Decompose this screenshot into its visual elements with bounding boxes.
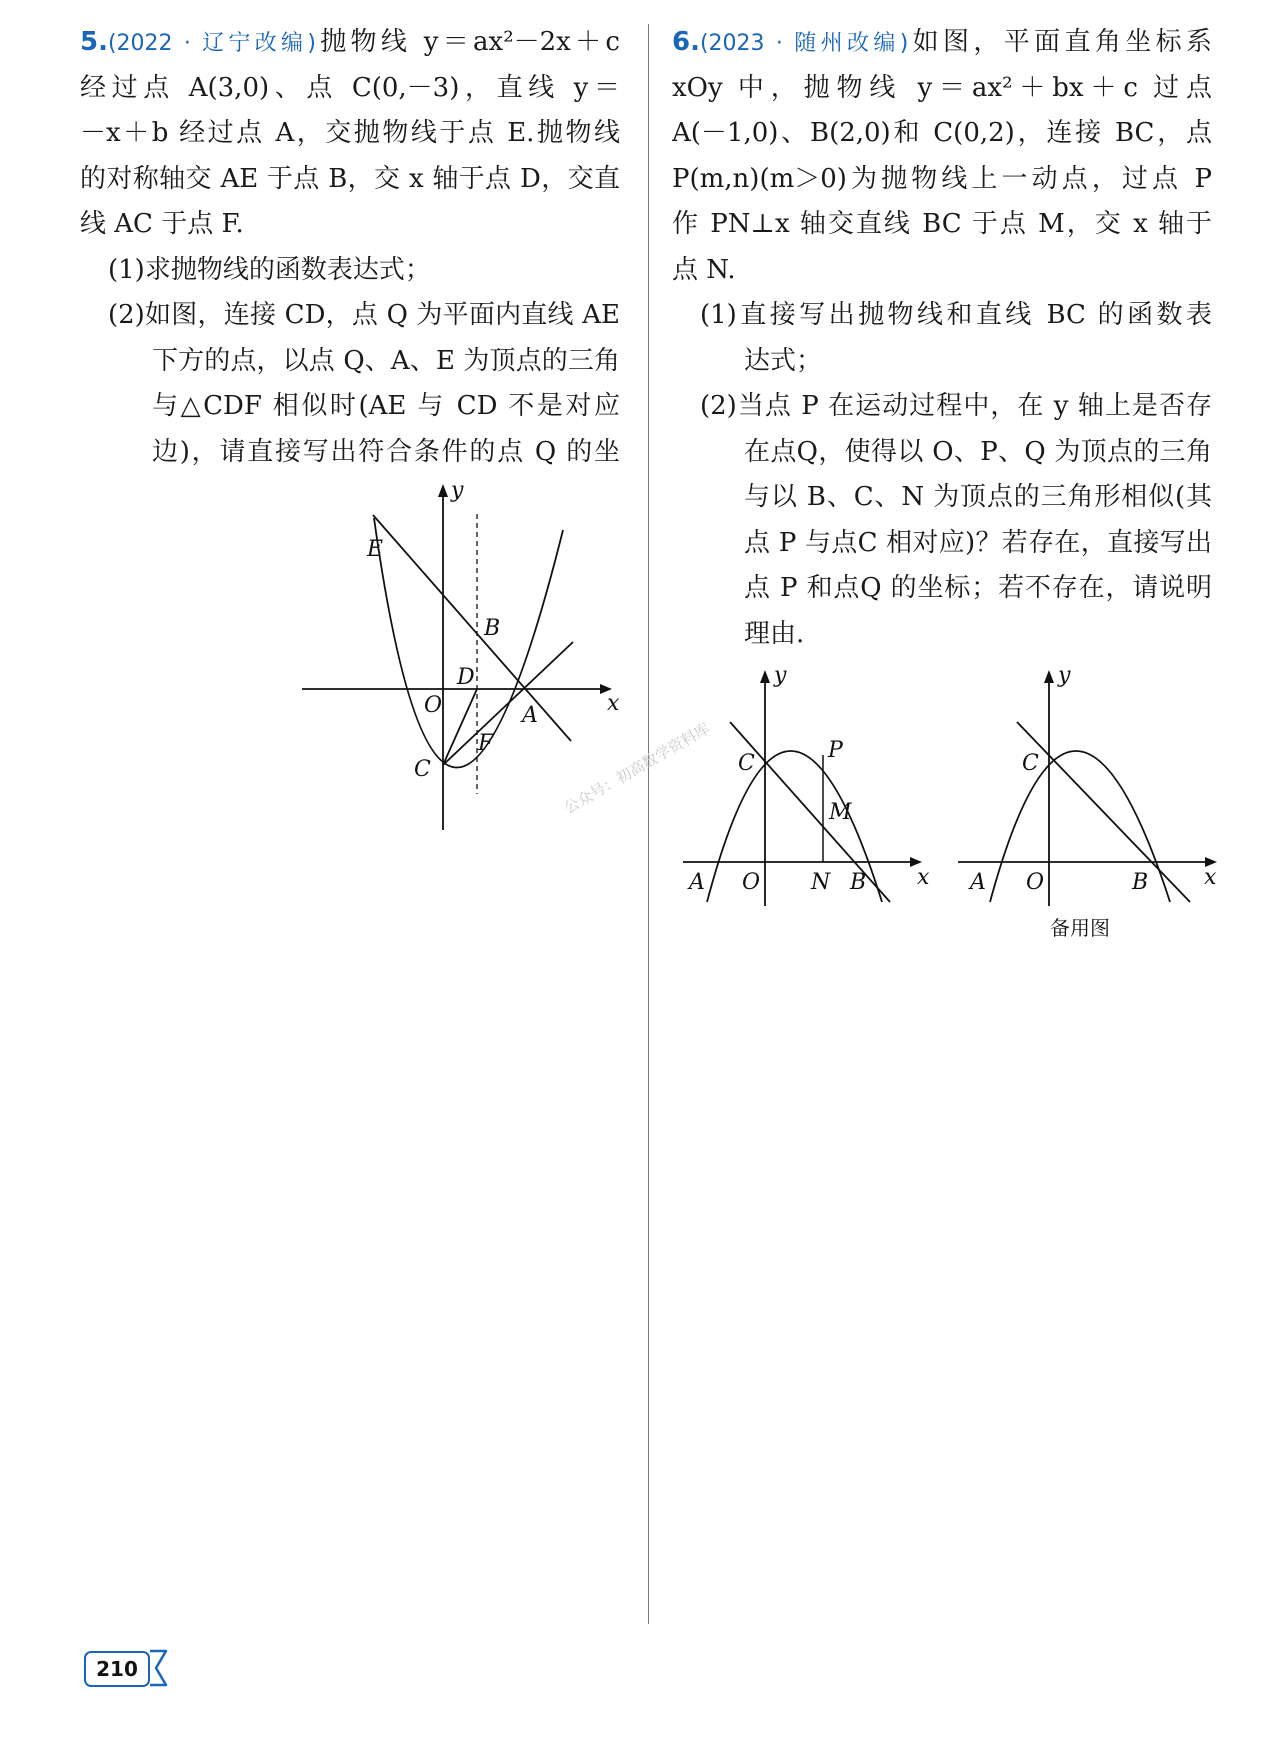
problem-6-part-2-line-5: 点 P 和点Q 的坐标；若不存在，请说明 xyxy=(744,573,1212,603)
fig5-label-y: y xyxy=(451,478,464,503)
problem-6 xyxy=(672,20,1212,657)
fig6a-y-arrow xyxy=(760,670,770,683)
problem-6-line-3: A(－1,0)、B(2,0)和 C(0,2)，连接 BC，点 xyxy=(672,118,1212,148)
page-number: 210 xyxy=(84,1651,150,1687)
fig5-y-arrow xyxy=(438,484,448,497)
fig5-label-b: B xyxy=(484,616,501,641)
problem-5 xyxy=(80,20,620,475)
watermark: 公众号：初高数学资料库 xyxy=(561,719,713,818)
problem-5-part-2-line-1: (2)如图，连接 CD，点 Q 为平面内直线 AE xyxy=(108,300,620,330)
fig5-segment-cd xyxy=(443,689,477,765)
problem-6-part-2-line-2: 在点Q，使得以 O、P、Q 为顶点的三角 xyxy=(744,436,1212,467)
problem-6-line-4: P(m,n)(m＞0)为抛物线上一动点，过点 P xyxy=(672,163,1212,194)
fig5-line-ae xyxy=(373,515,571,741)
problem-6-text-1: 如图，平面直角坐标系 xyxy=(908,27,1212,57)
fig6a-label-o: O xyxy=(742,870,761,895)
problem-6-part-1-line-1: (1)直接写出抛物线和直线 BC 的函数表 xyxy=(700,300,1212,330)
problem-6-line-1 xyxy=(672,20,1212,66)
page-tab-icon xyxy=(148,1649,170,1687)
fig6b-caption: 备用图 xyxy=(1050,916,1110,940)
problem-5-part-2-line-3: 与△CDF 相似时(AE 与 CD 不是对应 xyxy=(152,391,620,421)
fig6b-label-o: O xyxy=(1026,870,1045,895)
problem-6-number: 6. xyxy=(672,27,700,57)
fig5-label-o: O xyxy=(424,693,443,718)
problem-6-part-2-line-6: 理由. xyxy=(744,618,805,649)
problem-5-number: 5. xyxy=(80,27,108,57)
problem-5-source: (2022 · 辽宁改编) xyxy=(107,31,316,56)
fig6a-label-m: M xyxy=(829,800,852,825)
problem-5-line-1 xyxy=(80,20,620,66)
problem-6-line-5: 作 PN⊥x 轴交直线 BC 于点 M，交 x 轴于 xyxy=(672,209,1212,239)
fig5-label-e: E xyxy=(367,537,384,562)
problem-5-line-5: 线 AC 于点 F. xyxy=(80,209,244,239)
fig6b-label-x: x xyxy=(1204,865,1217,890)
problem-5-line-4: 的对称轴交 AE 于点 B，交 x 轴于点 D，交直 xyxy=(80,163,620,194)
fig6b-label-c: C xyxy=(1022,751,1039,776)
fig5-label-f: F xyxy=(478,731,494,756)
column-divider xyxy=(648,24,649,1624)
problem-6-part-2-line-4: 点 P 与点C 相对应)？若存在，直接写出 xyxy=(744,527,1212,558)
fig5-label-a: A xyxy=(522,703,538,728)
problem-5-line-2: 经过点 A(3,0)、点 C(0,－3)，直线 y＝ xyxy=(80,72,620,103)
fig6a-label-b: B xyxy=(850,870,867,895)
problem-5-part-2-line-4: 边)，请直接写出符合条件的点 Q 的坐 xyxy=(152,436,620,467)
problem-5-part-1: (1)求抛物线的函数表达式； xyxy=(108,254,431,285)
problem-6-source: (2023 · 随州改编) xyxy=(699,31,909,56)
problem-5-text-1: 抛物线 y＝ax²－2x＋c xyxy=(315,27,620,57)
problem-5-part-2-line-2: 下方的点，以点 Q、A、E 为顶点的三角 xyxy=(152,345,620,376)
fig6a-label-x: x xyxy=(917,865,930,890)
problem-6-part-1-line-2: 达式； xyxy=(744,345,823,376)
fig6a-label-a: A xyxy=(689,870,705,895)
fig6a-label-c: C xyxy=(738,751,755,776)
fig6b-label-a: A xyxy=(970,870,986,895)
fig5-parabola xyxy=(374,518,563,768)
problem-5-line-3: －x＋b 经过点 A，交抛物线于点 E.抛物线 xyxy=(80,118,620,148)
problem-6-line-2: xOy 中，抛物线 y＝ax²＋bx＋c 过点 xyxy=(672,72,1212,103)
fig6a-label-n: N xyxy=(811,870,831,895)
fig6b-label-b: B xyxy=(1132,870,1149,895)
fig5-label-d: D xyxy=(457,665,475,690)
fig5-line-ac xyxy=(443,642,573,765)
fig6b-label-y: y xyxy=(1058,663,1071,688)
problem-5-figure xyxy=(290,470,630,840)
problem-6-figure-2 xyxy=(950,655,1230,955)
fig6b-y-arrow xyxy=(1044,670,1054,683)
fig5-label-x: x xyxy=(607,691,620,716)
fig6a-label-p: P xyxy=(828,738,843,763)
fig5-label-c: C xyxy=(414,757,431,782)
problem-6-line-6: 点 N. xyxy=(672,254,736,285)
problem-6-part-2-line-3: 与以 B、C、N 为顶点的三角形相似(其 xyxy=(744,482,1212,512)
fig6a-label-y: y xyxy=(774,663,787,688)
problem-6-figure-1 xyxy=(680,655,940,915)
problem-6-part-2-line-1: (2)当点 P 在运动过程中，在 y 轴上是否存 xyxy=(700,391,1212,421)
